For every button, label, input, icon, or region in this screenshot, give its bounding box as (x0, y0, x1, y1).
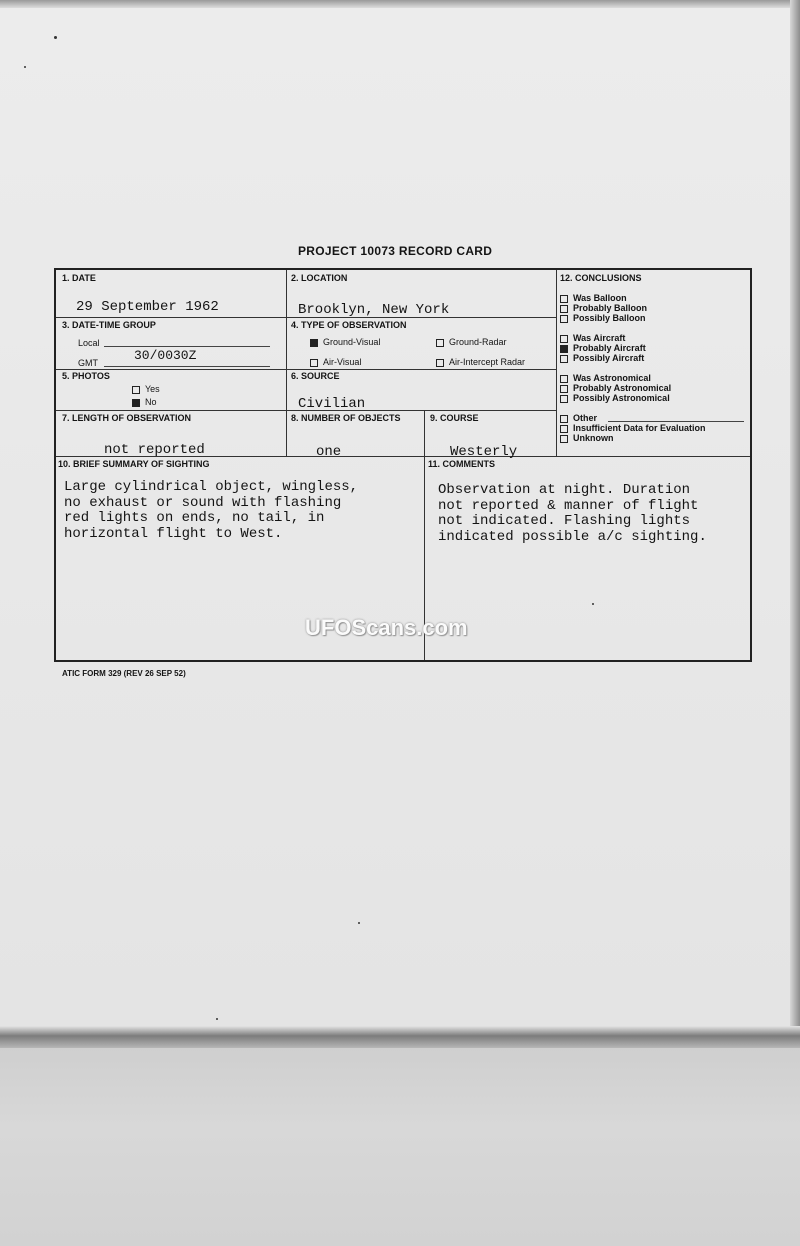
date-label: 1. DATE (62, 273, 96, 283)
length-label: 7. LENGTH OF OBSERVATION (62, 413, 192, 423)
checkbox-icon (560, 335, 568, 343)
conclusion-was-aircraft: Was Aircraft (560, 333, 625, 343)
conclusions-label: 12. CONCLUSIONS (560, 273, 642, 283)
conclusion-probably-astronomical: Probably Astronomical (560, 383, 671, 393)
comments-label: 11. COMMENTS (428, 459, 496, 469)
date-value: 29 September 1962 (76, 299, 219, 315)
obs-type-label: 4. TYPE OF OBSERVATION (291, 320, 407, 330)
record-card (54, 268, 752, 662)
scan-speck (358, 922, 360, 924)
scan-speck (54, 36, 57, 39)
checkbox-icon (560, 295, 568, 303)
location-label: 2. LOCATION (291, 273, 348, 283)
other-line (608, 421, 744, 422)
page-right-edge (790, 0, 800, 1030)
conclusion-unknown: Unknown (560, 433, 614, 443)
checkbox-icon (560, 385, 568, 393)
checkbox-icon (310, 359, 318, 367)
obs-option-air-intercept-radar: Air-Intercept Radar (436, 357, 525, 367)
scan-speck (216, 1018, 218, 1020)
checkbox-icon (560, 435, 568, 443)
checkbox-icon (560, 355, 568, 363)
summary-text: Large cylindrical object, wingless, no exhaust or sound with flashing red lights on ends, no tail, in horizontal flight to West. (64, 479, 359, 542)
course-label: 9. COURSE (430, 413, 479, 423)
num-objects-label: 8. NUMBER OF OBJECTS (291, 413, 401, 423)
checkbox-icon (560, 425, 568, 433)
checkbox-icon (560, 315, 568, 323)
checkbox-icon (436, 339, 444, 347)
dtg-gmt-label: GMT (78, 358, 98, 368)
dtg-local-line (104, 346, 270, 347)
grid-line (286, 270, 287, 456)
obs-option-air-visual: Air-Visual (310, 357, 361, 367)
length-value: not reported (104, 442, 205, 458)
course-value: Westerly (450, 444, 518, 460)
dtg-local-label: Local (78, 338, 100, 348)
summary-label: 10. BRIEF SUMMARY OF SIGHTING (58, 459, 210, 469)
photos-yes-option: Yes (132, 384, 160, 394)
conclusion-other: Other (560, 413, 597, 423)
checked-box-icon (132, 399, 140, 407)
checkbox-icon (436, 359, 444, 367)
grid-line (56, 369, 556, 370)
dtg-gmt-value: 30/0030Z (134, 348, 197, 363)
watermark: UFOScans.com (305, 615, 468, 640)
location-value: Brooklyn, New York (298, 302, 450, 318)
obs-option-ground-visual: Ground-Visual (310, 337, 380, 347)
conclusion-insufficient-data: Insufficient Data for Evaluation (560, 423, 706, 433)
grid-line (556, 270, 557, 456)
photos-no-option: No (132, 397, 157, 407)
page-top-edge (0, 0, 800, 8)
checkbox-icon (560, 375, 568, 383)
page-fold-shadow (0, 1026, 800, 1048)
checkbox-icon (560, 305, 568, 313)
checkbox-icon (132, 386, 140, 394)
source-value: Civilian (298, 396, 366, 412)
photos-label: 5. PHOTOS (62, 371, 110, 381)
conclusion-probably-aircraft: Probably Aircraft (560, 343, 646, 353)
dtg-gmt-line (104, 366, 270, 367)
conclusion-was-balloon: Was Balloon (560, 293, 627, 303)
scan-speck (24, 66, 26, 68)
conclusion-was-astronomical: Was Astronomical (560, 373, 651, 383)
form-number: ATIC FORM 329 (REV 26 SEP 52) (62, 669, 186, 678)
next-page-area (0, 1048, 800, 1246)
obs-option-ground-radar: Ground-Radar (436, 337, 507, 347)
num-objects-value: one (316, 444, 342, 460)
checkbox-icon (560, 395, 568, 403)
comments-text: Observation at night. Duration not reported & manner of flight not indicated. Flashing lights indicated possible a/c sighting. (438, 482, 707, 545)
checked-box-icon (310, 339, 318, 347)
conclusion-possibly-aircraft: Possibly Aircraft (560, 353, 644, 363)
conclusion-possibly-astronomical: Possibly Astronomical (560, 393, 670, 403)
dtg-label: 3. DATE-TIME GROUP (62, 320, 156, 330)
source-label: 6. SOURCE (291, 371, 340, 381)
checkbox-icon (560, 415, 568, 423)
card-title: PROJECT 10073 RECORD CARD (298, 244, 493, 258)
conclusion-probably-balloon: Probably Balloon (560, 303, 647, 313)
conclusion-possibly-balloon: Possibly Balloon (560, 313, 646, 323)
checked-box-icon (560, 345, 568, 353)
